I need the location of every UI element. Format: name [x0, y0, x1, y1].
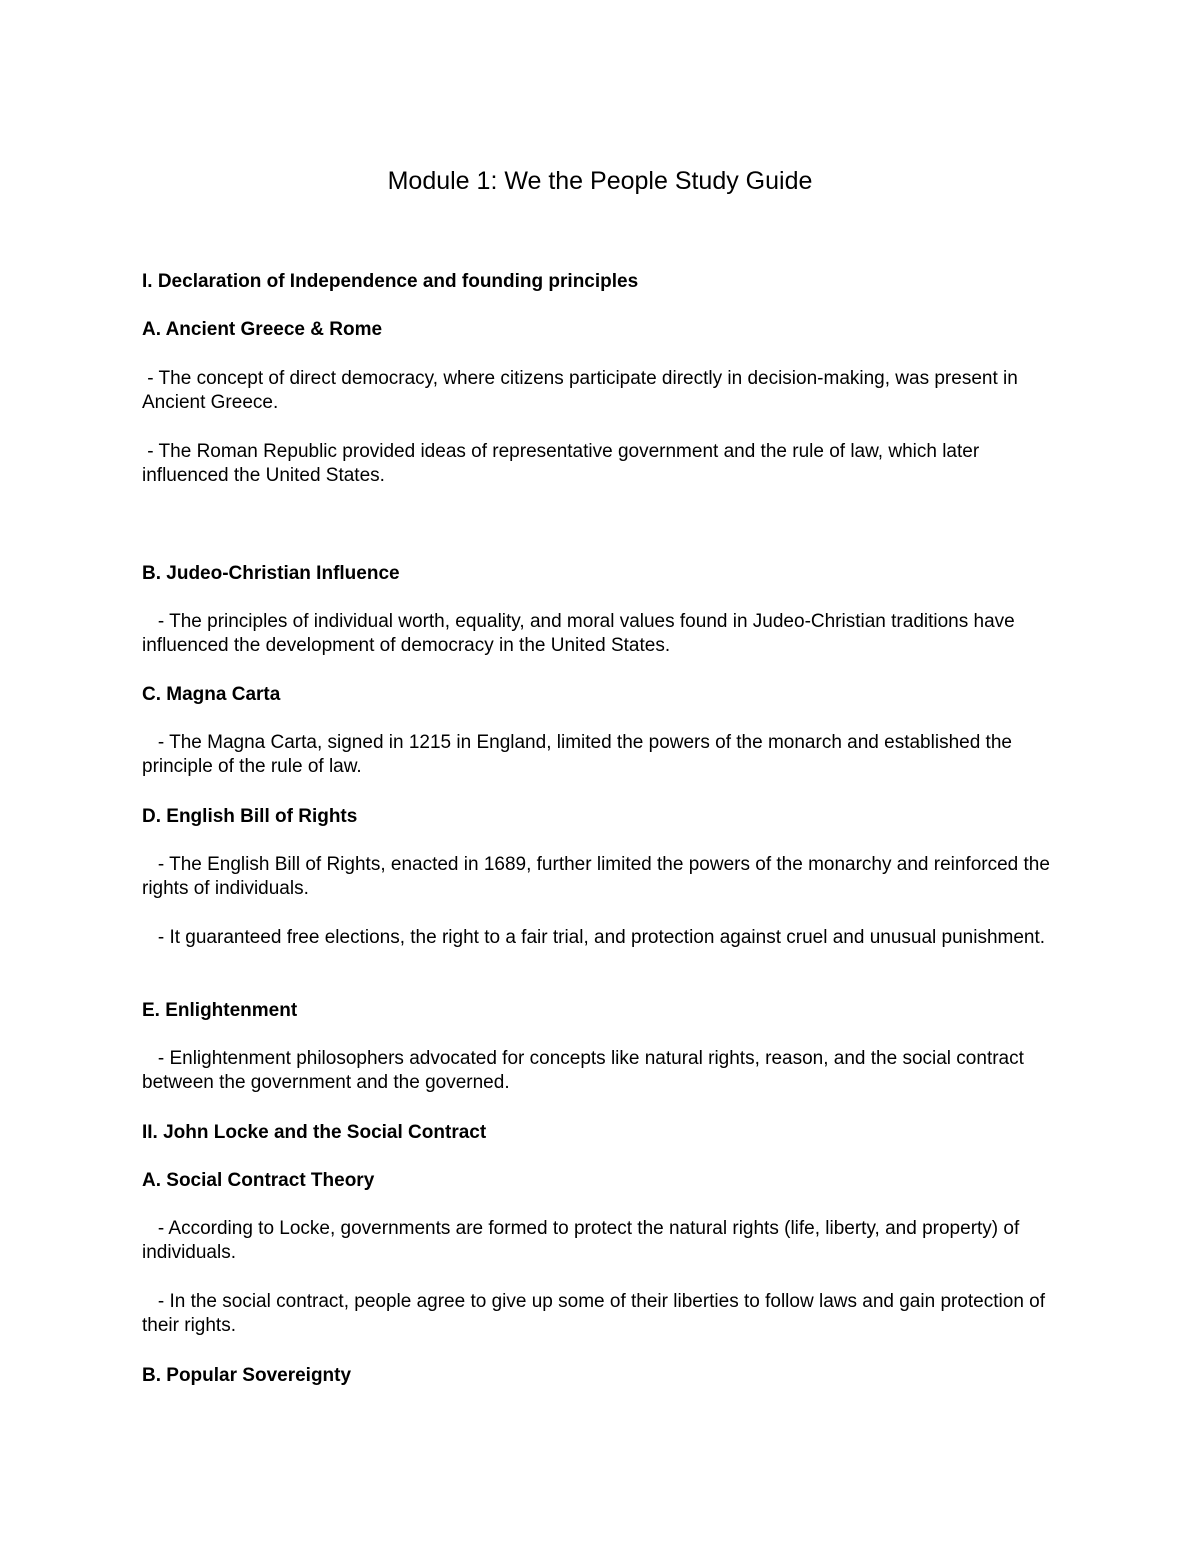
- subsection-1d-paragraph-1: - The English Bill of Rights, enacted in 1689, further limited the powers of the monarchy and reinforced the rights of individuals.: [142, 854, 1056, 899]
- subsection-2b-heading: B. Popular Sovereignty: [142, 1365, 352, 1386]
- page-title: Module 1: We the People Study Guide: [387, 167, 813, 195]
- subsection-1d-heading: D. English Bill of Rights: [142, 806, 358, 827]
- subsection-2a-paragraph-2: - In the social contract, people agree to give up some of their liberties to follow laws and gain protection of their rights.: [142, 1291, 1051, 1336]
- subsection-1c-paragraph-1: - The Magna Carta, signed in 1215 in England, limited the powers of the monarch and established the principle of the rule of law.: [142, 732, 1018, 777]
- subsection-1b-heading: B. Judeo-Christian Influence: [142, 563, 400, 584]
- subsection-1a-paragraph-2: - The Roman Republic provided ideas of representative government and the rule of law, which later influenced the United States.: [142, 441, 985, 486]
- subsection-1e-heading: E. Enlightenment: [142, 1000, 298, 1021]
- subsection-1a-paragraph-1: - The concept of direct democracy, where citizens participate directly in decision-making, was present in Ancient Greece.: [142, 368, 1023, 413]
- subsection-2a-heading: A. Social Contract Theory: [142, 1170, 375, 1191]
- subsection-1e-paragraph-1: - Enlightenment philosophers advocated for concepts like natural rights, reason, and the social contract between the government and the governed.: [142, 1048, 1030, 1093]
- subsection-2a-paragraph-1: - According to Locke, governments are formed to protect the natural rights (life, liberty, and property) of individuals.: [142, 1218, 1025, 1263]
- subsection-1a-heading: A. Ancient Greece & Rome: [142, 319, 383, 340]
- subsection-1b-paragraph-1: - The principles of individual worth, equality, and moral values found in Judeo-Christian traditions have influenced the development of democracy in the United States.: [142, 611, 1020, 656]
- subsection-1c-heading: C. Magna Carta: [142, 684, 281, 705]
- section-1-heading: I. Declaration of Independence and founding principles: [142, 271, 639, 292]
- subsection-1d-paragraph-2: - It guaranteed free elections, the right to a fair trial, and protection against cruel and unusual punishment.: [142, 927, 1046, 948]
- section-2-heading: II. John Locke and the Social Contract: [142, 1122, 487, 1143]
